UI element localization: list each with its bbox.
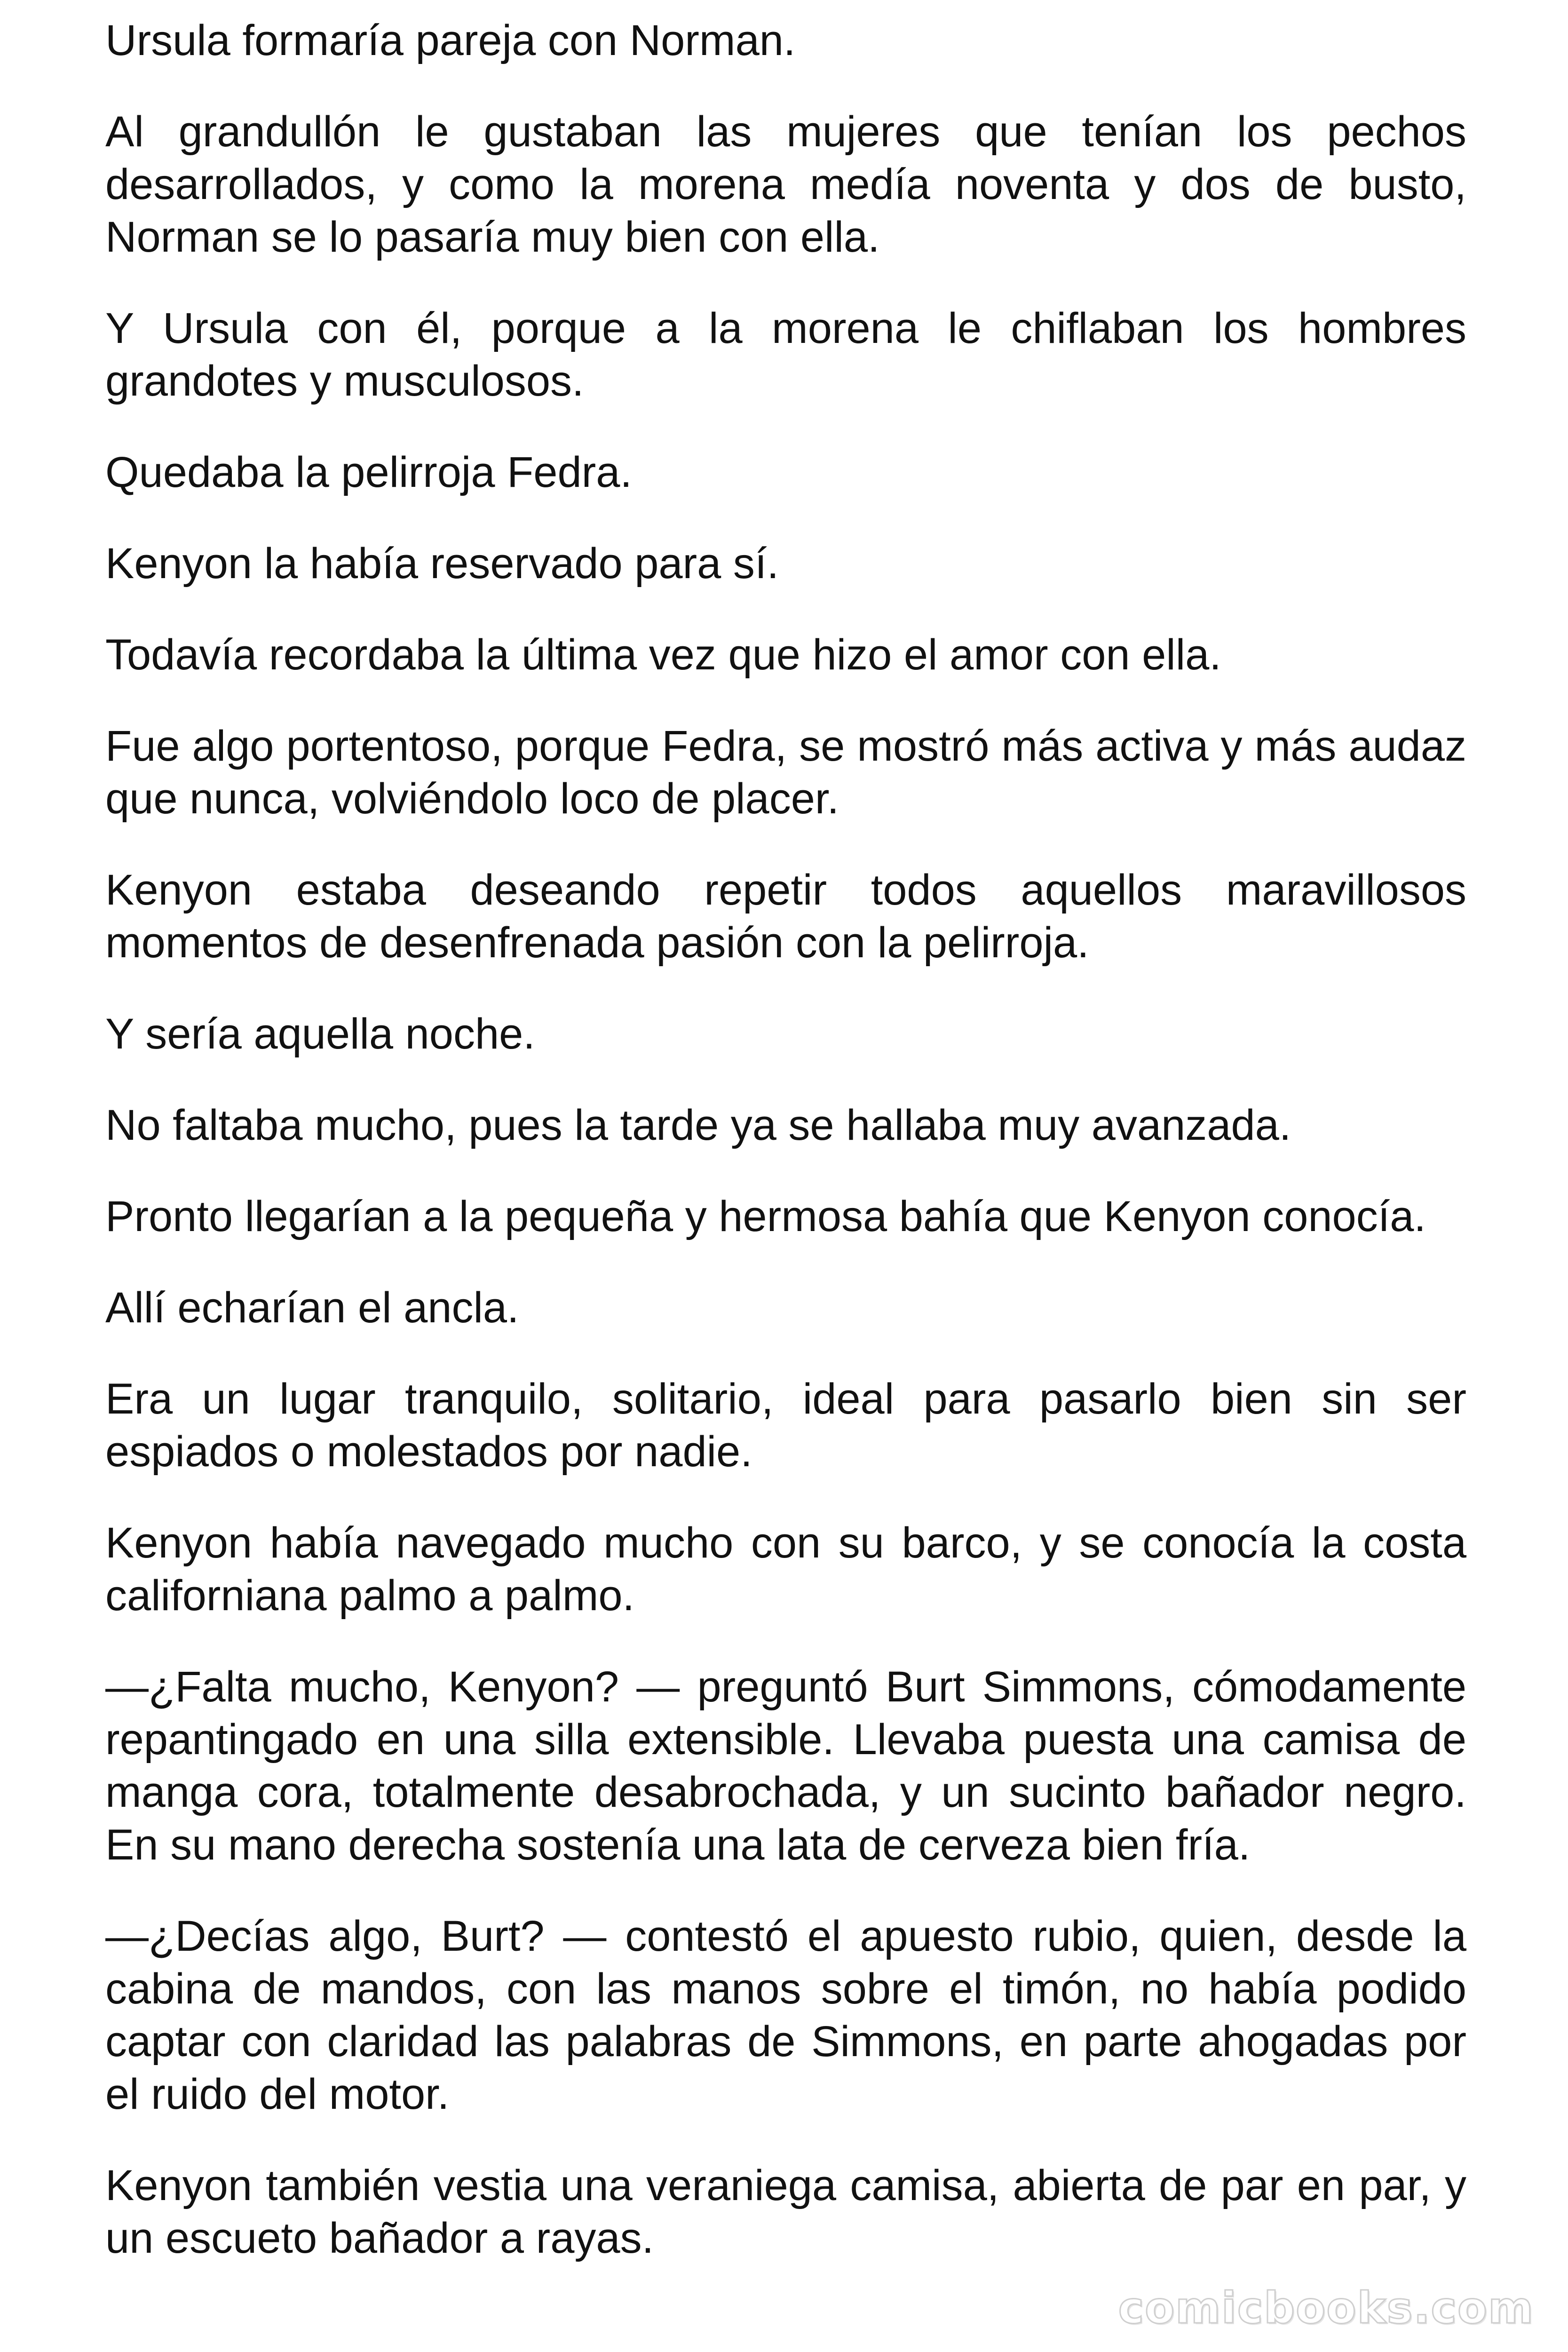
paragraph: Quedaba la pelirroja Fedra. <box>105 448 632 496</box>
paragraph: Allí echarían el ancla. <box>105 1284 519 1332</box>
paragraph: Fue algo portentoso, porque Fedra, se mostró más activa y más audaz que nunca, volviéndolo loco de placer. <box>105 722 1466 823</box>
paragraph: Ursula formaría pareja con Norman. <box>105 16 796 64</box>
paragraph: Todavía recordaba la última vez que hizo el amor con ella. <box>105 631 1221 679</box>
paragraph: Y sería aquella noche. <box>105 1010 535 1058</box>
paragraph: Kenyon había navegado mucho con su barco, y se conocía la costa californiana palmo a palmo. <box>105 1519 1466 1620</box>
paragraph: Kenyon también vestia una veraniega camisa, abierta de par en par, y un escueto bañador a rayas. <box>105 2161 1466 2262</box>
watermark: comicbooks.com <box>1118 2283 1534 2333</box>
paragraph: Era un lugar tranquilo, solitario, ideal para pasarlo bien sin ser espiados o molestados por nadie. <box>105 1375 1466 1476</box>
paragraph: Al grandullón le gustaban las mujeres que tenían los pechos desarrollados, y como la morena medía noventa y dos de busto, Norman se lo pasaría muy bien con ella. <box>105 108 1466 261</box>
paragraph: Kenyon la había reservado para sí. <box>105 540 779 588</box>
paragraph: —¿Falta mucho, Kenyon? — preguntó Burt Simmons, cómodamente repantingado en una silla extensible. Llevaba puesta una camisa de manga cora, totalmente desabrochada, y un sucinto bañador negro. En su mano derecha sostenía una lata de cerveza bien fría. <box>105 1663 1466 1869</box>
paragraph: Kenyon estaba deseando repetir todos aquellos maravillosos momentos de desenfrenada pasión con la pelirroja. <box>105 866 1466 967</box>
paragraph: Pronto llegarían a la pequeña y hermosa bahía que Kenyon conocía. <box>105 1192 1426 1240</box>
paragraph: Y Ursula con él, porque a la morena le chiflaban los hombres grandotes y musculosos. <box>105 304 1466 405</box>
document-page <box>105 14 1466 2303</box>
paragraph: —¿Decías algo, Burt? — contestó el apuesto rubio, quien, desde la cabina de mandos, con las manos sobre el timón, no había podido captar con claridad las palabras de Simmons, en parte ahogadas por el ruido del motor. <box>105 1912 1466 2118</box>
paragraph: No faltaba mucho, pues la tarde ya se hallaba muy avanzada. <box>105 1101 1291 1149</box>
